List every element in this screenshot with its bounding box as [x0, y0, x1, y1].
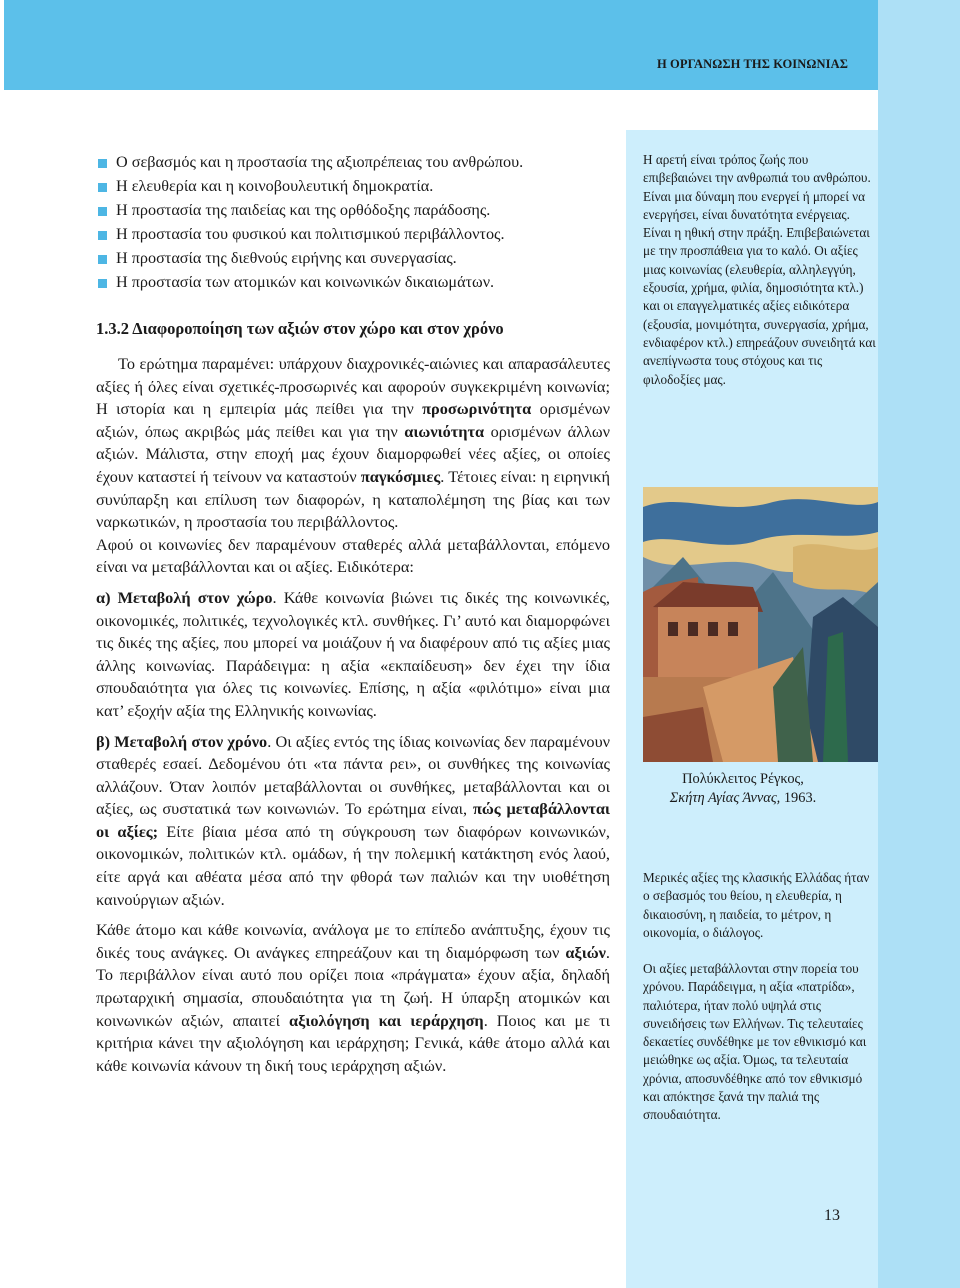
painting-image: [643, 487, 878, 762]
header-band: [0, 0, 878, 90]
sidebar-note-classical-values: Μερικές αξίες της κλασικής Ελλάδας ήταν ο σεβασμός του θείου, η ελευθερία, η δικαιοσύνη, η παιδεία, το μέτρον, η οικονομία, ο διάλογος.: [643, 870, 870, 940]
paragraph-time-change: β) Μεταβολή στον χρόνο. Οι αξίες εντός της ίδιας κοινωνίας δεν παραμένουν σταθερές εσαεί. Δεδομένου ότι «τα πάντα ρει», οι συνθήκες της κοινωνίας αλλάζουν. Όταν λοιπόν μεταβάλλονται οι συνθήκες, μεταβάλλονται και οι αξίες, ως συστατικά των κοινωνιών. Το ερώτημα είναι, πώς μεταβάλλονται οι αξίες; Είτε βίαια μέσα από τη σύγκρουση των διαφόρων κοινωνικών, οικονομικών, πολιτικών κτλ. ομάδων, ή την πολεμική κατάκτηση ενός λαού, είτε αργά και αθέατα μέσα από την φθορά των παλιών και την υιοθέτηση καινούργιων αξιών.: [96, 731, 610, 909]
caption-work: Σκήτη Αγίας Άννας, 1963.: [669, 790, 817, 806]
paragraph-2: Αφού οι κοινωνίες δεν παραμένουν σταθερές αλλά μεταβάλλονται, επόμενο είναι να μεταβάλλονται και οι αξίες. Ειδικότερα:: [96, 534, 610, 577]
list-item: Η προστασία του φυσικού και πολιτισμικού περιβάλλοντος.: [96, 222, 610, 246]
header-margin: [0, 0, 4, 90]
square-bullet-icon: [98, 183, 107, 192]
painting-caption: [643, 770, 843, 808]
section-title: Διαφοροποίηση των αξιών στον χώρο και στον χρόνο: [132, 319, 504, 338]
list-item: Η ελευθερία και η κοινοβουλευτική δημοκρατία.: [96, 174, 610, 198]
values-bullet-list: [96, 150, 610, 294]
paragraph-space-change: α) Μεταβολή στον χώρο. Κάθε κοινωνία βιώνει τις δικές της κοινωνικές, οικονομικές, πολιτικές, τεχνολογικές κτλ. συνθήκες. Γι’ αυτό και διαμορφώνει τις δικές της αξίες, που μπορεί να μοιάζουν ή να διαφέρουν από τις αξίες μιας άλλης κοινωνίας. Παράδειγμα: η αξία «εκπαίδευση» δεν έχει την ίδια σπουδαιότητα για όλες τις κοινωνίες. Επίσης, η αξία «φιλότιμο» είναι μια κατ’ εξοχήν αξία της Ελληνικής κοινωνίας.: [96, 587, 610, 720]
list-item: Η προστασία της διεθνούς ειρήνης και συνεργασίας.: [96, 246, 610, 270]
running-header-title: Η ΟΡΓΑΝΩΣΗ ΤΗΣ ΚΟΙΝΩΝΙΑΣ: [656, 57, 848, 71]
square-bullet-icon: [98, 159, 107, 168]
square-bullet-icon: [98, 255, 107, 264]
list-item: Η προστασία της παιδείας και της ορθόδοξης παράδοσης.: [96, 198, 610, 222]
square-bullet-icon: [98, 279, 107, 288]
section-number: 1.3.2: [96, 319, 129, 338]
section-heading: [96, 317, 610, 341]
right-margin-strip: [878, 0, 960, 1288]
square-bullet-icon: [98, 231, 107, 240]
list-item: Ο σεβασμός και η προστασία της αξιοπρέπειας του ανθρώπου.: [96, 150, 610, 174]
square-bullet-icon: [98, 207, 107, 216]
page-number: 13: [824, 1207, 840, 1224]
paragraph-1: Το ερώτημα παραμένει: υπάρχουν διαχρονικές-αιώνιες και απαρασάλευτες αξίες ή όλες είναι σχετικές-προσωρινές και αφορούν συγκεκριμένη κοινωνία; Η ιστορία και η εμπειρία μάς πείθει για την προσωρινότητα ορισμένων αξιών, όπως ακριβώς μάς πείθει και για την αιωνιότητα ορισμένων άλλων αξιών. Μάλιστα, στην εποχή μας έχουν διαμορφωθεί νέες αξίες, οι οποίες έχουν καταστεί ή τείνουν να καταστούν παγκόσμιες. Τέτοιες είναι: η ειρηνική συνύπαρξη και επίλυση των διαφορών, η καταπολέμηση της βίας και των ναρκωτικών, η προστασία του περιβάλλοντος.: [96, 354, 610, 532]
list-item: Η προστασία των ατομικών και κοινωνικών δικαιωμάτων.: [96, 270, 610, 294]
main-column: [96, 150, 610, 1077]
paragraph-needs: Κάθε άτομο και κάθε κοινωνία, ανάλογα με το επίπεδο ανάπτυξης, έχουν τις δικές τους ανάγκες. Οι ανάγκες επηρεάζουν και τη διαμόρφωση των αξιών. Το περιβάλλον είναι αυτό που ορίζει ποια «πράγματα» έχουν αξία, δηλαδή πρωταρχική σημασία, σπουδαιότητα για τη ζωή. Η ύπαρξη ατομικών και κοινωνικών αξιών, απαιτεί αξιολόγηση και ιεράρχηση. Ποιος και με τι κριτήρια κάνει την αξιολόγηση και ιεράρχηση; Γενικά, κάθε άτομο αλλά και κάθε κοινωνία κάνουν τη δική τους ιεράρχηση αξιών.: [96, 920, 610, 1075]
painting-artwork: [643, 487, 878, 762]
sidebar-note-values-change: Οι αξίες μεταβάλλονται στην πορεία του χρόνου. Παράδειγμα, η αξία «πατρίδα», παλιότερα, ήταν πολύ υψηλά στις συνειδήσεις των Ελλήνων. Τις τελευταίες δεκαετίες συνδέθηκε με τον εθνικισμό και μειώθηκε ως αξία. Όμως, τα τελευταία χρόνια, αποσυνδέθηκε από τον εθνικισμό και απόκτησε ξανά την παλιά της σπουδαιότητα.: [643, 961, 867, 1123]
caption-artist: Πολύκλειτος Ρέγκος,: [682, 771, 804, 787]
sidebar-note-virtue: Η αρετή είναι τρόπος ζωής που επιβεβαιώνει την ανθρωπιά του ανθρώπου. Είναι μια δύναμη που ενεργεί ή μπορεί να ενεργήσει, είναι δυνατότητα ενέργειας. Είναι η ηθική στην πράξη. Επιβεβαιώνεται με την προσπάθεια για το καλό. Οι αξίες μιας κοινωνίας (ελευθερία, αλληλεγγύη, εξουσία, χρήμα, φιλία, δημοσιότητα κτλ.) και οι επαγγελματικές αξίες ειδικότερα (εξουσία, μονιμότητα, συνεργασία, χρήμα, ενδιαφέρον κτλ.) επηρεάζουν συνειδητά και ανεπίγνωστα τους στόχους και τις φιλοδοξίες μας.: [643, 152, 876, 387]
